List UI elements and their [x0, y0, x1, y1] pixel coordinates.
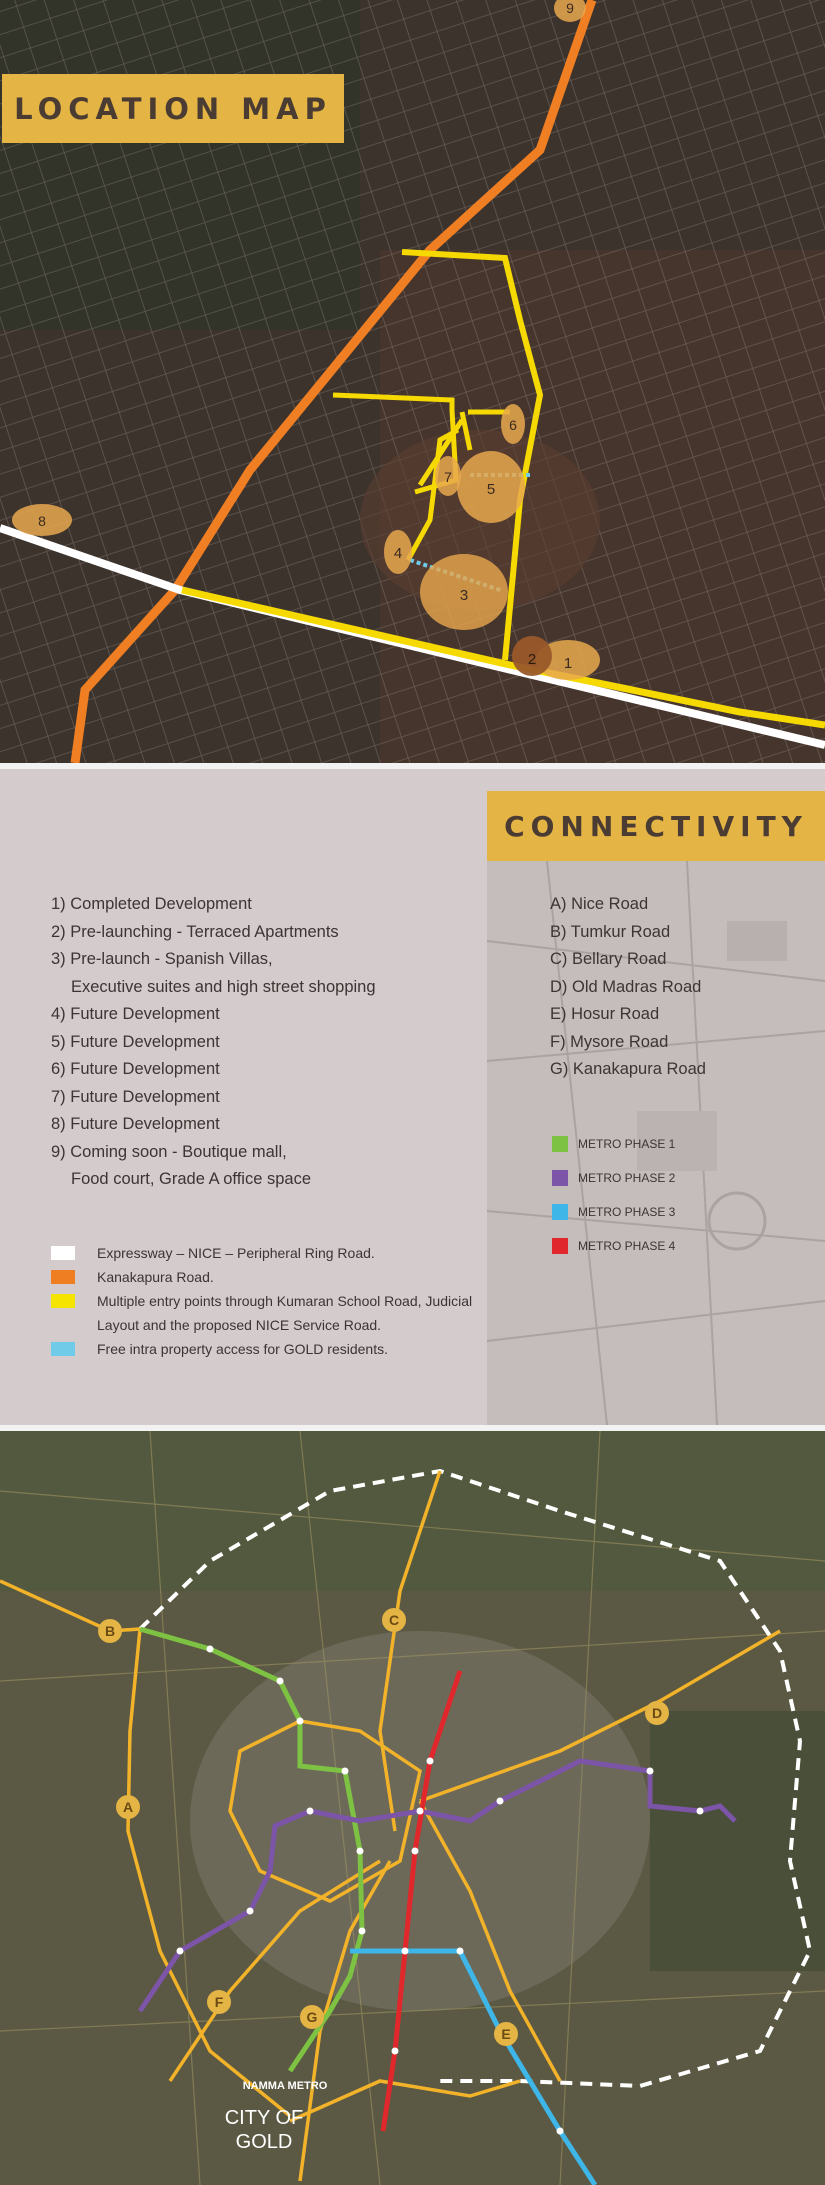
road-label-text: F — [214, 1994, 224, 2010]
road-label-b — [98, 1619, 122, 1643]
road-item: D) Old Madras Road — [550, 977, 702, 996]
development-item: 1) Completed Development — [51, 895, 252, 913]
road-label-text: C — [388, 1612, 400, 1628]
metro-phase-3 — [552, 1195, 675, 1229]
road-item: B) Tumkur Road — [550, 922, 671, 941]
legend-expressway — [51, 1241, 477, 1265]
development-item: 5) Future Development — [51, 1032, 220, 1051]
metro-phase-1-swatch — [552, 1136, 568, 1152]
development-item: 3) Pre-launch - Spanish Villas, — [51, 950, 273, 968]
legend-swatch-white — [51, 1246, 75, 1260]
metro-phase-2 — [552, 1161, 675, 1195]
marker-6-label: 6 — [509, 417, 517, 433]
marker-6 — [501, 404, 525, 444]
marker-2 — [512, 636, 552, 676]
road-item: E) Hosur Road — [550, 1005, 660, 1023]
road-label-text: G — [306, 2009, 318, 2025]
marker-9-label: 9 — [566, 0, 574, 16]
marker-2-label: 2 — [527, 651, 537, 668]
marker-7 — [435, 456, 461, 496]
road-label-g — [300, 2005, 324, 2029]
metro-phase-4 — [552, 1229, 675, 1263]
legend-intra-access — [51, 1337, 477, 1361]
road-legend — [51, 1241, 477, 1361]
development-item: 7) Future Development — [51, 1087, 220, 1106]
legend-text: Kanakapura Road. — [97, 1269, 214, 1285]
development-item: Executive suites and high street shopping — [71, 977, 376, 996]
development-item: 8) Future Development — [51, 1115, 220, 1133]
legend-kanakapura — [51, 1265, 477, 1289]
marker-4-label: 4 — [393, 545, 403, 562]
road-label-e — [494, 2022, 518, 2046]
legend-swatch-yellow — [51, 1294, 75, 1308]
marker-8-label: 8 — [38, 513, 46, 529]
development-item: 9) Coming soon - Boutique mall, — [51, 1142, 287, 1161]
development-list — [51, 891, 376, 1194]
metro-phase-4-swatch — [552, 1238, 568, 1254]
road-label-d — [645, 1701, 669, 1725]
metro-phase-label: METRO PHASE 4 — [578, 1239, 676, 1253]
road-list — [550, 891, 706, 1084]
metro-phase-label: METRO PHASE 3 — [578, 1205, 676, 1219]
metro-phase-1 — [552, 1127, 675, 1161]
connectivity-title: CONNECTIVITY — [487, 791, 825, 861]
marker-7-label: 7 — [444, 469, 452, 485]
metro-phase-label: METRO PHASE 1 — [578, 1137, 676, 1151]
development-item: 2) Pre-launching - Terraced Apartments — [51, 922, 339, 941]
marker-8 — [12, 504, 72, 536]
road-label-c — [382, 1608, 406, 1632]
marker-3 — [420, 554, 508, 630]
road-item: A) Nice Road — [550, 895, 649, 913]
metro-phase-label: METRO PHASE 2 — [578, 1171, 676, 1185]
road-label-text: A — [122, 1799, 134, 1815]
development-item: Food court, Grade A office space — [71, 1170, 312, 1188]
location-map — [0, 0, 825, 763]
development-item: 6) Future Development — [51, 1060, 220, 1078]
road-label-a — [116, 1795, 140, 1819]
legend-text: Expressway – NICE – Peripheral Ring Road. — [97, 1245, 375, 1261]
connectivity-section — [0, 769, 825, 1425]
marker-4 — [384, 530, 412, 574]
road-label-f — [207, 1990, 231, 2014]
marker-5 — [457, 451, 525, 523]
legend-entry-points — [51, 1289, 477, 1337]
road-item: F) Mysore Road — [550, 1032, 669, 1051]
legend-swatch-cyan — [51, 1342, 75, 1356]
legend-text: Multiple entry points through Kumaran School Road, Judicial Layout and the proposed NICE Service Road. — [97, 1293, 473, 1333]
development-item: 4) Future Development — [51, 1005, 220, 1023]
city-of-gold-line1: CITY OF — [224, 2107, 304, 2129]
city-connectivity-map — [0, 1431, 825, 2185]
marker-5-label: 5 — [486, 481, 496, 498]
legend-swatch-orange — [51, 1270, 75, 1284]
road-item: C) Bellary Road — [550, 950, 667, 968]
location-map-title: LOCATION MAP — [2, 74, 344, 143]
road-item: G) Kanakapura Road — [550, 1060, 706, 1078]
legend-text: Free intra property access for GOLD residents. — [97, 1341, 388, 1357]
city-map-graphic — [0, 1431, 825, 2185]
metro-legend — [552, 1127, 675, 1263]
marker-3-label: 3 — [459, 587, 469, 604]
road-label-text: E — [501, 2026, 511, 2042]
road-label-text: B — [104, 1623, 116, 1639]
marker-1-label: 1 — [563, 655, 573, 672]
namma-metro-label: NAMMA METRO — [242, 2080, 328, 2092]
city-of-gold-line2: GOLD — [235, 2131, 293, 2153]
metro-phase-2-swatch — [552, 1170, 568, 1186]
metro-phase-3-swatch — [552, 1204, 568, 1220]
road-label-text: D — [651, 1705, 663, 1721]
